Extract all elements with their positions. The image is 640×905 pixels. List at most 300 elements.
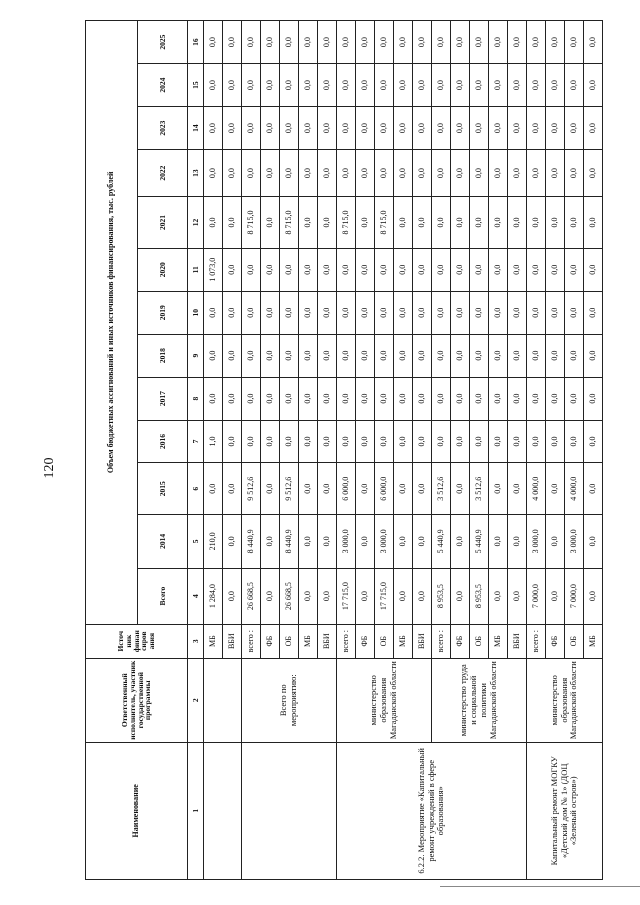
index-cell: 6: [188, 463, 204, 515]
source-cell: ФБ: [356, 624, 375, 658]
year-value-cell: 0,0: [451, 107, 470, 150]
total-cell: 26 668,5: [242, 568, 261, 624]
table-viewport: [85, 20, 597, 880]
year-value-cell: 0,0: [565, 150, 584, 197]
source-cell: всего :: [337, 624, 356, 658]
year-value-cell: 0,0: [318, 197, 337, 249]
year-value-cell: 0,0: [451, 463, 470, 515]
footer-divider: [440, 886, 640, 887]
index-cell: 3: [188, 624, 204, 658]
total-cell: 0,0: [318, 568, 337, 624]
year-value-cell: 0,0: [280, 21, 299, 64]
year-value-cell: 0,0: [299, 107, 318, 150]
year-value-cell: 0,0: [584, 64, 603, 107]
year-value-cell: 0,0: [299, 291, 318, 334]
source-cell: ВБИ: [223, 624, 242, 658]
year-value-cell: 0,0: [280, 150, 299, 197]
year-value-cell: 0,0: [299, 334, 318, 377]
header-year: 2022: [138, 150, 188, 197]
year-value-cell: 0,0: [546, 150, 565, 197]
year-value-cell: 4 000,0: [565, 463, 584, 515]
year-value-cell: 0,0: [584, 107, 603, 150]
year-value-cell: 0,0: [432, 21, 451, 64]
year-value-cell: 0,0: [413, 107, 432, 150]
year-value-cell: 0,0: [527, 21, 546, 64]
total-cell: 7 000,0: [527, 568, 546, 624]
row-name-cell: Капитальный ремонт МОГКУ «Детский дом № 1» (ДОЦ «Зеленый остров»): [527, 742, 603, 879]
year-value-cell: 0,0: [451, 150, 470, 197]
year-value-cell: 0,0: [546, 515, 565, 569]
year-value-cell: 0,0: [223, 420, 242, 463]
source-cell: ФБ: [451, 624, 470, 658]
year-value-cell: 8 440,9: [280, 515, 299, 569]
year-value-cell: 8 715,0: [337, 197, 356, 249]
index-cell: 1: [188, 742, 204, 879]
year-value-cell: 0,0: [432, 248, 451, 291]
year-value-cell: 0,0: [432, 197, 451, 249]
year-value-cell: 1 073,0: [204, 248, 223, 291]
year-value-cell: 0,0: [489, 107, 508, 150]
year-value-cell: 0,0: [204, 64, 223, 107]
year-value-cell: 0,0: [508, 377, 527, 420]
year-value-cell: 0,0: [508, 334, 527, 377]
year-value-cell: 0,0: [261, 150, 280, 197]
total-cell: 1 284,0: [204, 568, 223, 624]
index-row: [188, 21, 204, 880]
header-year: 2025: [138, 21, 188, 64]
year-value-cell: 0,0: [299, 21, 318, 64]
year-value-cell: 0,0: [546, 334, 565, 377]
header-year: 2018: [138, 334, 188, 377]
year-value-cell: 0,0: [394, 248, 413, 291]
index-cell: 14: [188, 107, 204, 150]
year-value-cell: 0,0: [451, 197, 470, 249]
year-value-cell: 0,0: [318, 248, 337, 291]
year-value-cell: 0,0: [565, 420, 584, 463]
rotated-table-container: [85, 20, 597, 880]
year-value-cell: 0,0: [261, 64, 280, 107]
source-cell: ВБИ: [413, 624, 432, 658]
table-row: [242, 21, 261, 880]
year-value-cell: 6 000,0: [375, 463, 394, 515]
header-year: 2023: [138, 107, 188, 150]
year-value-cell: 0,0: [508, 107, 527, 150]
year-value-cell: 0,0: [394, 463, 413, 515]
year-value-cell: 0,0: [413, 291, 432, 334]
year-value-cell: 9 512,6: [280, 463, 299, 515]
source-cell: МБ: [299, 624, 318, 658]
year-value-cell: 0,0: [508, 248, 527, 291]
year-value-cell: 0,0: [584, 291, 603, 334]
year-value-cell: 0,0: [280, 291, 299, 334]
header-year: 2016: [138, 420, 188, 463]
year-value-cell: 0,0: [242, 291, 261, 334]
year-value-cell: 0,0: [356, 334, 375, 377]
year-value-cell: 0,0: [546, 107, 565, 150]
year-value-cell: 0,0: [375, 107, 394, 150]
total-cell: 7 000,0: [565, 568, 584, 624]
total-cell: 0,0: [223, 568, 242, 624]
year-value-cell: 0,0: [375, 420, 394, 463]
executor-cell: [204, 658, 242, 742]
year-value-cell: 0,0: [375, 334, 394, 377]
index-cell: 8: [188, 377, 204, 420]
year-value-cell: 0,0: [508, 197, 527, 249]
year-value-cell: 0,0: [337, 21, 356, 64]
year-value-cell: 8 440,9: [242, 515, 261, 569]
year-value-cell: 0,0: [546, 197, 565, 249]
year-value-cell: 8 715,0: [242, 197, 261, 249]
year-value-cell: 6 000,0: [337, 463, 356, 515]
year-value-cell: 0,0: [565, 377, 584, 420]
year-value-cell: 0,0: [299, 377, 318, 420]
year-value-cell: 3 000,0: [375, 515, 394, 569]
source-cell: ОБ: [565, 624, 584, 658]
year-value-cell: 0,0: [242, 150, 261, 197]
row-name-cell: 6.2.2. Мероприятие «Капитальный ремонт учреждений в сфере образования»: [337, 742, 527, 879]
header-source: Источ ник финан сиров ания: [86, 624, 188, 658]
row-name-cell: [242, 742, 337, 879]
year-value-cell: 0,0: [204, 463, 223, 515]
year-value-cell: 0,0: [299, 64, 318, 107]
total-cell: 0,0: [299, 568, 318, 624]
header-year: 2024: [138, 64, 188, 107]
executor-cell: Всего по мероприятию:: [242, 658, 337, 742]
year-value-cell: 0,0: [223, 248, 242, 291]
year-value-cell: 0,0: [413, 377, 432, 420]
year-value-cell: 0,0: [394, 21, 413, 64]
header-year: 2017: [138, 377, 188, 420]
year-value-cell: 0,0: [413, 334, 432, 377]
header-year: 2021: [138, 197, 188, 249]
total-cell: 0,0: [584, 568, 603, 624]
year-value-cell: 0,0: [489, 377, 508, 420]
year-value-cell: 0,0: [546, 291, 565, 334]
index-cell: 9: [188, 334, 204, 377]
year-value-cell: 0,0: [413, 463, 432, 515]
year-value-cell: 0,0: [432, 291, 451, 334]
year-value-cell: 4 000,0: [527, 463, 546, 515]
year-value-cell: 0,0: [489, 21, 508, 64]
year-value-cell: 0,0: [356, 21, 375, 64]
year-value-cell: 0,0: [204, 107, 223, 150]
year-value-cell: 0,0: [451, 248, 470, 291]
year-value-cell: 0,0: [508, 291, 527, 334]
year-value-cell: 0,0: [261, 377, 280, 420]
year-value-cell: 0,0: [489, 248, 508, 291]
total-cell: 17 715,0: [337, 568, 356, 624]
year-value-cell: 0,0: [432, 334, 451, 377]
year-value-cell: 0,0: [318, 515, 337, 569]
year-value-cell: 0,0: [204, 21, 223, 64]
executor-cell: министерство труда и социальной политики Магаданской области: [432, 658, 527, 742]
year-value-cell: 0,0: [546, 420, 565, 463]
year-value-cell: 0,0: [546, 377, 565, 420]
executor-cell: министерство образования Магаданской области: [337, 658, 432, 742]
header-year: 2014: [138, 515, 188, 569]
year-value-cell: 0,0: [337, 248, 356, 291]
year-value-cell: 0,0: [356, 377, 375, 420]
total-cell: 0,0: [356, 568, 375, 624]
header-executor: Ответственный исполнитель, участник государственной программы: [86, 658, 188, 742]
year-value-cell: 0,0: [242, 107, 261, 150]
year-value-cell: 1,0: [204, 420, 223, 463]
year-value-cell: 0,0: [394, 334, 413, 377]
year-value-cell: 0,0: [242, 64, 261, 107]
source-cell: МБ: [584, 624, 603, 658]
year-value-cell: 0,0: [527, 377, 546, 420]
source-cell: всего :: [432, 624, 451, 658]
year-value-cell: 0,0: [489, 197, 508, 249]
year-value-cell: 0,0: [508, 64, 527, 107]
year-value-cell: 0,0: [413, 420, 432, 463]
header-name: Наименование: [86, 742, 188, 879]
year-value-cell: 0,0: [394, 150, 413, 197]
year-value-cell: 0,0: [451, 21, 470, 64]
year-value-cell: 0,0: [489, 420, 508, 463]
page-number: 120: [42, 457, 57, 479]
year-value-cell: 0,0: [261, 463, 280, 515]
year-value-cell: 0,0: [318, 291, 337, 334]
year-value-cell: 0,0: [223, 107, 242, 150]
year-value-cell: 3 512,6: [470, 463, 489, 515]
year-value-cell: 0,0: [375, 291, 394, 334]
index-cell: 4: [188, 568, 204, 624]
year-value-cell: 3 512,6: [432, 463, 451, 515]
year-value-cell: 0,0: [356, 107, 375, 150]
year-value-cell: 0,0: [508, 21, 527, 64]
year-value-cell: 0,0: [584, 197, 603, 249]
year-value-cell: 0,0: [546, 248, 565, 291]
year-value-cell: 0,0: [546, 21, 565, 64]
year-value-cell: 9 512,6: [242, 463, 261, 515]
year-value-cell: 0,0: [489, 150, 508, 197]
year-value-cell: 0,0: [318, 377, 337, 420]
year-value-cell: 0,0: [489, 64, 508, 107]
year-value-cell: 3 000,0: [565, 515, 584, 569]
table-row: [204, 21, 223, 880]
year-value-cell: 0,0: [394, 377, 413, 420]
year-value-cell: 0,0: [527, 248, 546, 291]
year-value-cell: 0,0: [375, 248, 394, 291]
year-value-cell: 0,0: [204, 377, 223, 420]
index-cell: 16: [188, 21, 204, 64]
year-value-cell: 0,0: [470, 107, 489, 150]
header-total: Всего: [138, 568, 188, 624]
index-cell: 12: [188, 197, 204, 249]
year-value-cell: 0,0: [299, 463, 318, 515]
year-value-cell: 0,0: [413, 21, 432, 64]
year-value-cell: 0,0: [470, 377, 489, 420]
source-cell: МБ: [394, 624, 413, 658]
index-cell: 15: [188, 64, 204, 107]
year-value-cell: 0,0: [356, 291, 375, 334]
year-value-cell: 0,0: [356, 150, 375, 197]
year-value-cell: 0,0: [280, 64, 299, 107]
year-value-cell: 0,0: [375, 150, 394, 197]
year-value-cell: 0,0: [584, 248, 603, 291]
year-value-cell: 0,0: [508, 150, 527, 197]
total-cell: 0,0: [394, 568, 413, 624]
year-value-cell: 0,0: [451, 64, 470, 107]
header-year: 2019: [138, 291, 188, 334]
year-value-cell: 0,0: [280, 248, 299, 291]
year-value-cell: 0,0: [280, 420, 299, 463]
year-value-cell: 0,0: [337, 291, 356, 334]
year-value-cell: 0,0: [470, 150, 489, 197]
year-value-cell: 0,0: [299, 420, 318, 463]
year-value-cell: 0,0: [584, 334, 603, 377]
year-value-cell: 8 715,0: [280, 197, 299, 249]
year-value-cell: 0,0: [584, 21, 603, 64]
year-value-cell: 0,0: [394, 64, 413, 107]
funding-table: [85, 20, 603, 880]
index-cell: 10: [188, 291, 204, 334]
year-value-cell: 0,0: [261, 197, 280, 249]
total-cell: 17 715,0: [375, 568, 394, 624]
year-value-cell: 0,0: [508, 515, 527, 569]
year-value-cell: 0,0: [337, 64, 356, 107]
year-value-cell: 0,0: [375, 21, 394, 64]
year-value-cell: 0,0: [527, 291, 546, 334]
year-value-cell: 0,0: [375, 377, 394, 420]
year-value-cell: 0,0: [527, 107, 546, 150]
year-value-cell: 0,0: [223, 150, 242, 197]
year-value-cell: 210,0: [204, 515, 223, 569]
year-value-cell: 0,0: [470, 197, 489, 249]
year-value-cell: 0,0: [242, 377, 261, 420]
index-cell: 2: [188, 658, 204, 742]
year-value-cell: 0,0: [261, 334, 280, 377]
year-value-cell: 0,0: [242, 248, 261, 291]
year-value-cell: 3 000,0: [337, 515, 356, 569]
year-value-cell: 8 715,0: [375, 197, 394, 249]
year-value-cell: 0,0: [527, 197, 546, 249]
year-value-cell: 0,0: [394, 515, 413, 569]
year-value-cell: 0,0: [565, 291, 584, 334]
year-value-cell: 0,0: [470, 420, 489, 463]
year-value-cell: 0,0: [451, 334, 470, 377]
year-value-cell: 0,0: [223, 64, 242, 107]
year-value-cell: 0,0: [261, 248, 280, 291]
year-value-cell: 0,0: [204, 334, 223, 377]
table-row: [527, 21, 546, 880]
year-value-cell: 0,0: [527, 64, 546, 107]
year-value-cell: 0,0: [299, 515, 318, 569]
year-value-cell: 0,0: [394, 107, 413, 150]
year-value-cell: 0,0: [394, 291, 413, 334]
row-name-cell: [204, 742, 242, 879]
header-funding: Объем бюджетных ассигнований и иных источников финансирования, тыс. рублей: [86, 21, 138, 625]
year-value-cell: 0,0: [489, 515, 508, 569]
header-row-1: [86, 21, 138, 880]
header-year: 2020: [138, 248, 188, 291]
year-value-cell: 0,0: [470, 291, 489, 334]
year-value-cell: 0,0: [489, 291, 508, 334]
year-value-cell: 0,0: [546, 463, 565, 515]
year-value-cell: 0,0: [318, 107, 337, 150]
header-year: 2015: [138, 463, 188, 515]
year-value-cell: 0,0: [584, 377, 603, 420]
year-value-cell: 0,0: [394, 420, 413, 463]
year-value-cell: 0,0: [223, 291, 242, 334]
year-value-cell: 0,0: [299, 248, 318, 291]
year-value-cell: 0,0: [261, 107, 280, 150]
year-value-cell: 0,0: [432, 377, 451, 420]
table-body: [204, 21, 603, 880]
year-value-cell: 0,0: [280, 377, 299, 420]
year-value-cell: 0,0: [584, 515, 603, 569]
year-value-cell: 0,0: [299, 197, 318, 249]
year-value-cell: 0,0: [584, 150, 603, 197]
source-cell: МБ: [489, 624, 508, 658]
year-value-cell: 0,0: [508, 420, 527, 463]
year-value-cell: 0,0: [432, 64, 451, 107]
year-value-cell: 0,0: [565, 197, 584, 249]
year-value-cell: 0,0: [565, 248, 584, 291]
year-value-cell: 0,0: [508, 463, 527, 515]
year-value-cell: 0,0: [223, 377, 242, 420]
year-value-cell: 0,0: [451, 420, 470, 463]
year-value-cell: 0,0: [318, 64, 337, 107]
source-cell: ОБ: [280, 624, 299, 658]
year-value-cell: 0,0: [470, 248, 489, 291]
total-cell: 0,0: [261, 568, 280, 624]
year-value-cell: 0,0: [565, 64, 584, 107]
year-value-cell: 0,0: [584, 420, 603, 463]
year-value-cell: 0,0: [223, 197, 242, 249]
year-value-cell: 0,0: [565, 107, 584, 150]
year-value-cell: 0,0: [527, 420, 546, 463]
table-row: [337, 21, 356, 880]
year-value-cell: 0,0: [261, 420, 280, 463]
index-cell: 11: [188, 248, 204, 291]
year-value-cell: 0,0: [337, 150, 356, 197]
total-cell: 8 953,5: [470, 568, 489, 624]
year-value-cell: 0,0: [242, 334, 261, 377]
total-cell: 0,0: [546, 568, 565, 624]
year-value-cell: 0,0: [318, 150, 337, 197]
year-value-cell: 0,0: [223, 515, 242, 569]
total-cell: 8 953,5: [432, 568, 451, 624]
year-value-cell: 0,0: [527, 334, 546, 377]
year-value-cell: 0,0: [242, 420, 261, 463]
year-value-cell: 0,0: [413, 197, 432, 249]
total-cell: 26 668,5: [280, 568, 299, 624]
year-value-cell: 0,0: [489, 334, 508, 377]
year-value-cell: 0,0: [356, 64, 375, 107]
year-value-cell: 0,0: [413, 515, 432, 569]
source-cell: ОБ: [375, 624, 394, 658]
source-cell: ВБИ: [318, 624, 337, 658]
year-value-cell: 0,0: [242, 21, 261, 64]
year-value-cell: 0,0: [356, 515, 375, 569]
year-value-cell: 0,0: [413, 248, 432, 291]
year-value-cell: 0,0: [356, 197, 375, 249]
year-value-cell: 0,0: [470, 334, 489, 377]
executor-cell: министерство образования Магаданской области: [527, 658, 603, 742]
year-value-cell: 0,0: [432, 420, 451, 463]
total-cell: 0,0: [489, 568, 508, 624]
year-value-cell: 0,0: [261, 291, 280, 334]
year-value-cell: 0,0: [356, 420, 375, 463]
year-value-cell: 0,0: [565, 334, 584, 377]
total-cell: 0,0: [413, 568, 432, 624]
total-cell: 0,0: [451, 568, 470, 624]
year-value-cell: 0,0: [356, 248, 375, 291]
year-value-cell: 0,0: [356, 463, 375, 515]
year-value-cell: 0,0: [337, 420, 356, 463]
